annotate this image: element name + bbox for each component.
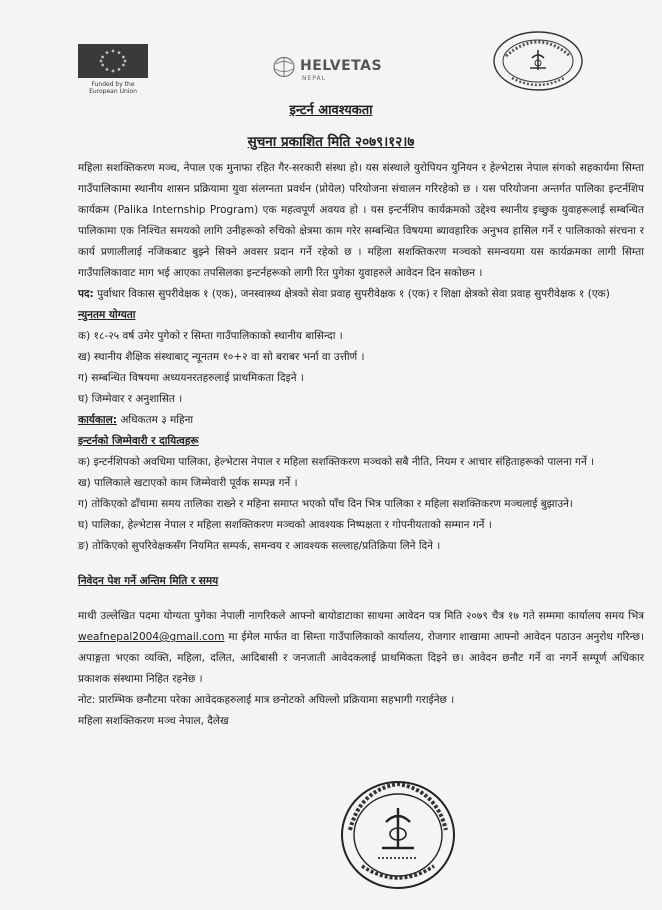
notice-body: [78, 158, 644, 732]
post-label: पद:: [78, 288, 94, 300]
deadline-heading: निवेदन पेश गर्ने अन्तिम मिति र समय: [78, 575, 219, 587]
duration-text: अधिकतम ३ महिना: [120, 414, 194, 426]
notice-title: इन्टर्न आवश्यकता: [289, 103, 373, 118]
duration-label: कार्यकाल:: [78, 414, 117, 426]
organization-seal-icon: [492, 30, 584, 92]
signoff: महिला सशक्तिकरण मञ्च नेपाल, दैलेख: [78, 715, 229, 727]
qualification-item: ग) सम्बन्धित विषयमा अध्ययनरतहरुलाई प्राथमिकता दिइने ।: [78, 372, 304, 384]
responsibility-item: ग) तोकिएको ढाँचामा समय तालिका राख्ने र महिना समाप्त भएको पाँच दिन भित्र पालिका र महिला सशक्तिकरण मञ्चलाई बुझाउने।: [78, 498, 573, 510]
signature-seal-icon: [338, 778, 458, 893]
eu-caption: Funded by the European Union: [89, 81, 137, 95]
deadline-text-before: माथी उल्लेखित पदमा योग्यता पुगेका नेपाली नागरिकले आफ्नो बायोडाटाका साथमा आवेदन पत्र मिति २०७९ चैत्र १७ गते सम्ममा कार्यालय समय भित्र: [78, 610, 644, 622]
deadline-text-after: मा ईमेल मार्फत वा सिम्ता गाउँपालिकाको कार्यालय, रोजगार शाखामा आफ्नो आवेदन पठाउन अनुरोध गरिन्छ। अपाङ्गता भएका व्यक्ति, महिला, दलित, आदिबासी र जनजाती आवेदकलाई प्राथमिकता दिइने छ। आवेदन छनौट गर्ने वा नगर्ने सम्पूर्ण अधिकार प्रकाशक संस्थामा निहित रहनेछ ।: [78, 631, 644, 685]
qualification-item: घ) जिम्मेवार र अनुशासित ।: [78, 393, 183, 405]
responsibility-item: घ) पालिका, हेल्भेटास नेपाल र महिला सशक्तिकरण मञ्चको आवश्यक निष्पक्षता र गोपनीयताको सम्मान गर्ने ।: [78, 519, 492, 531]
qualification-heading: न्युनतम योग्यता: [78, 309, 136, 321]
duration-line: [78, 410, 644, 431]
responsibility-item: क) इन्टर्नशिपको अवधिमा पालिका, हेल्भेटास नेपाल र महिला सशक्तिकरण मञ्चको सबै नीति, नियम र आचार संहिताहरूको पालना गर्ने ।: [78, 456, 595, 468]
responsibility-item: ख) पालिकाले खटाएको काम जिम्मेवारी पूर्वक सम्पन्न गर्ने ।: [78, 477, 298, 489]
qualification-item: क) १८-२५ वर्ष उमेर पुगेको र सिम्ता गाउँपालिकाको स्थानीय बासिन्दा ।: [78, 330, 343, 342]
letterhead: [0, 0, 662, 100]
helvetas-subtitle: NEPAL: [302, 75, 326, 82]
responsibilities-heading: इन्टर्नको जिम्मेवारी र दायित्वहरू: [78, 435, 199, 447]
eu-flag-icon: [78, 44, 148, 78]
qualification-item: ख) स्थानीय शैक्षिक संस्थाबाट् न्यूनतम १०+२ वा सो बराबर भर्ना वा उत्तीर्ण ।: [78, 351, 365, 363]
note-line: नोट: प्रारम्भिक छनौटमा परेका आवेदकहरुलाई मात्र छनोटको अघिल्लो प्रक्रियामा सहभागी गराईनेछ ।: [78, 694, 455, 706]
helvetas-name: HELVETAS: [300, 58, 383, 74]
responsibility-item: ङ) तोकिएको सुपरिवेक्षकसँग नियमित सम्पर्क, समन्वय र आवश्यक सल्लाह/प्रतिक्रिया लिने दिने ।: [78, 540, 441, 552]
post-line: [78, 284, 644, 305]
publication-date: सुचना प्रकाशित मिति २०७९।१२।७: [247, 134, 415, 150]
post-text: पुर्वाधार विकास सुपरीवेक्षक १ (एक), जनस्वास्थ्य क्षेत्रको सेवा प्रवाह सुपरीवेक्षक १ (एक) र शिक्षा क्षेत्रको सेवा प्रवाह सुपरीवेक्षक १ (एक): [97, 288, 610, 300]
deadline-paragraph: [78, 606, 644, 690]
intro-paragraph: महिला सशक्तिकरण मञ्च, नेपाल एक मुनाफा रहित गैर-सरकारी संस्था हो। यस संस्थाले युरोपियन युनियन र हेल्भेटास नेपाल संगको सहकार्यमा सिम्ता गाउँपालिकामा स्थानीय शासन प्रक्रियामा युवा संलग्नता प्रवर्धन (प्रोयेल) परियोजना संचालन गरिरहेको छ । यस परियोजना अन्तर्गत पालिका इन्टर्नशिप कार्यक्रम (Palika Internship Program) एक महत्वपूर्ण अवयव हो । यस इन्टर्नशिप कार्यक्रमको उद्देश्य स्थानीय इच्छुक युवाहरूलाई सम्बन्धित पालिकामा एक निश्चित समयको लागि उनीहरूको रुचिको क्षेत्रमा काम गरेर सम्बन्धित विषयमा ब्यावहारिक अनुभव हासिल गर्ने र पालिकाको संरचना र कार्य प्रणालीलाई नजिकबाट बुझ्ने सिक्ने अवसर प्रदान गर्ने रहेको छ । महिला सशक्तिकरण मञ्चको समन्वयमा यस कार्यक्रमका लागी सिम्ता गाउँपालिकावाट माग भई आएका तपसिलका इन्टर्नहरूको लागी रित पुगेका युवाहरुले आवेदन दिन सकोछन ।: [78, 162, 644, 279]
helvetas-globe-icon: [272, 56, 296, 78]
email-link[interactable]: weafnepal2004@gmail.com: [78, 631, 225, 643]
eu-logo: [78, 44, 148, 95]
